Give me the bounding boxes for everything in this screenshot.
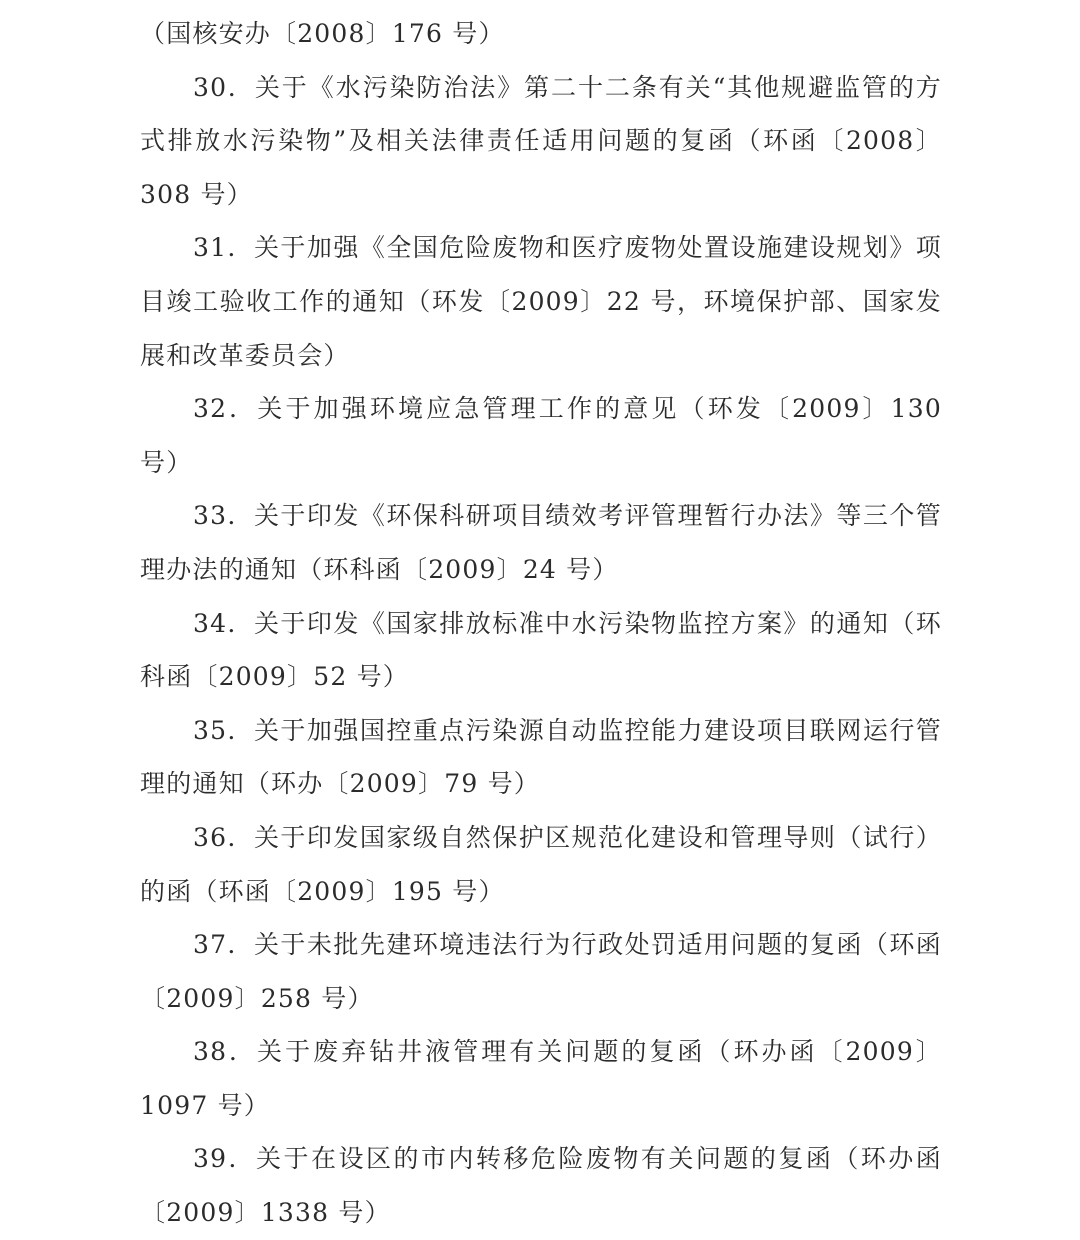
document-paragraph: 33．关于印发《环保科研项目绩效考评管理暂行办法》等三个管理办法的通知（环科函〔2009〕24 号） xyxy=(140,501,942,584)
document-paragraph: （国核安办〔2008〕176 号） xyxy=(140,19,505,48)
document-paragraph: 31．关于加强《全国危险废物和医疗废物处置设施建设规划》项目竣工验收工作的通知（环发〔2009〕22 号，环境保护部、国家发展和改革委员会） xyxy=(140,233,942,370)
document-paragraph: 35．关于加强国控重点污染源自动监控能力建设项目联网运行管理的通知（环办〔2009〕79 号） xyxy=(140,715,942,799)
document-paragraph: 32．关于加强环境应急管理工作的意见（环发〔2009〕130 号） xyxy=(140,394,942,477)
document-paragraph: 36．关于印发国家级自然保护区规范化建设和管理导则（试行）的函（环函〔2009〕195 号） xyxy=(140,822,942,906)
document-paragraph: 34．关于印发《国家排放标准中水污染物监控方案》的通知（环科函〔2009〕52 号） xyxy=(140,608,942,692)
document-paragraph: 37．关于未批先建环境违法行为行政处罚适用问题的复函（环函〔2009〕258 号） xyxy=(140,930,942,1013)
document-body xyxy=(140,7,942,1240)
document-paragraph: 38．关于废弃钻井液管理有关问题的复函（环办函〔2009〕1097 号） xyxy=(140,1037,942,1120)
document-paragraph: 39．关于在设区的市内转移危险废物有关问题的复函（环办函〔2009〕1338 号） xyxy=(140,1144,942,1228)
document-paragraph: 30．关于《水污染防治法》第二十二条有关“其他规避监管的方式排放水污染物”及相关法律责任适用问题的复函（环函〔2008〕308 号） xyxy=(140,72,942,209)
